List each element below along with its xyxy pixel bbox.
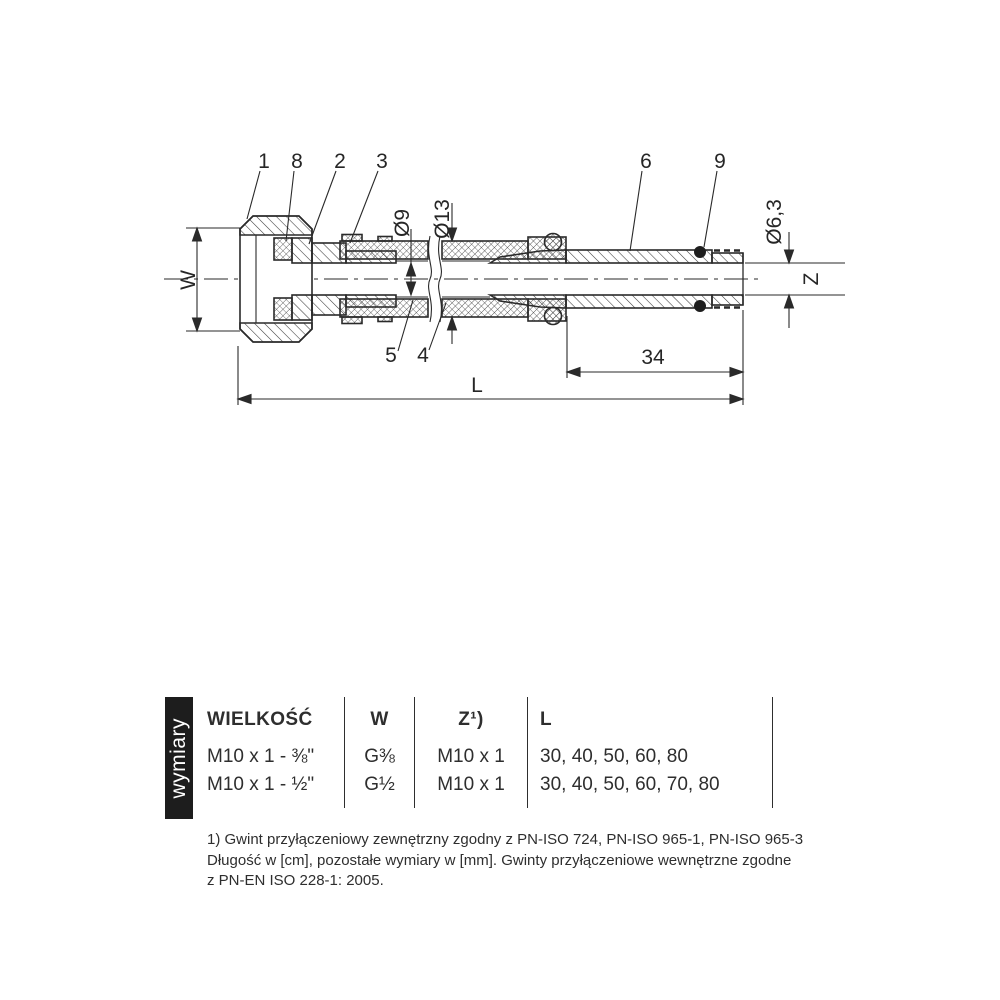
header-label: W bbox=[370, 709, 389, 730]
footnote-line: z PN-EN ISO 228-1: 2005. bbox=[207, 872, 384, 889]
dim-d63-label: Ø6,3 bbox=[763, 199, 786, 245]
header-label: WIELKOŚĆ bbox=[207, 709, 313, 730]
w-value: G½ bbox=[364, 774, 395, 795]
callout-2: 2 bbox=[334, 150, 346, 173]
table-row bbox=[415, 743, 528, 771]
l-values: 30, 40, 50, 60, 70, 80 bbox=[540, 774, 720, 795]
dim-d13-label: Ø13 bbox=[431, 199, 454, 239]
dim-z-label: Z bbox=[800, 272, 823, 286]
fitting-section bbox=[164, 216, 758, 342]
footnote-line: Długość w [cm], pozostałe wymiary w [mm]. Gwinty przyłączeniowe wewnętrzne zgodne bbox=[207, 851, 792, 869]
z-value: M10 x 1 bbox=[437, 746, 505, 767]
callout-5: 5 bbox=[385, 344, 397, 367]
size-value: M10 x 1 - ⅜" bbox=[207, 746, 315, 767]
table-filler bbox=[528, 799, 773, 808]
dim-d9-label: Ø9 bbox=[391, 208, 414, 238]
union-nut bbox=[240, 216, 312, 342]
table-filler bbox=[345, 799, 415, 808]
w-value: G⅜ bbox=[364, 746, 395, 767]
callout-8: 8 bbox=[291, 150, 303, 173]
col-header-l bbox=[528, 697, 773, 743]
dim-l-label: L bbox=[471, 374, 483, 397]
header-label: Z¹) bbox=[458, 709, 484, 730]
callout-3: 3 bbox=[376, 150, 388, 173]
table-row bbox=[528, 743, 773, 771]
header-label: L bbox=[540, 709, 553, 730]
col-header-wielkosc bbox=[193, 697, 345, 743]
table-row bbox=[193, 743, 345, 771]
table-row bbox=[345, 743, 415, 771]
dim-34-label: 34 bbox=[641, 346, 665, 369]
table-filler bbox=[193, 799, 345, 808]
footnote bbox=[207, 830, 807, 892]
table-filler bbox=[415, 799, 528, 808]
table-row bbox=[193, 771, 345, 799]
table-row bbox=[345, 771, 415, 799]
col-header-w bbox=[345, 697, 415, 743]
wymiary-tab bbox=[165, 697, 193, 819]
callout-1: 1 bbox=[258, 150, 270, 173]
callout-6: 6 bbox=[640, 150, 652, 173]
z-value: M10 x 1 bbox=[437, 774, 505, 795]
table-row bbox=[528, 771, 773, 799]
dimensions-table bbox=[193, 697, 773, 808]
dim-w-label: W bbox=[177, 270, 200, 290]
col-header-z bbox=[415, 697, 528, 743]
footnote-line: 1) Gwint przyłączeniowy zewnętrzny zgodny z PN-ISO 724, PN-ISO 965-1, PN-ISO 965-3 bbox=[207, 831, 804, 848]
callout-4: 4 bbox=[417, 344, 429, 367]
table-row bbox=[415, 771, 528, 799]
l-values: 30, 40, 50, 60, 80 bbox=[540, 746, 688, 767]
size-value: M10 x 1 - ½" bbox=[207, 774, 315, 795]
callout-9: 9 bbox=[714, 150, 726, 173]
wymiary-tab-label: wymiary bbox=[167, 717, 190, 799]
technical-drawing bbox=[0, 0, 1000, 460]
